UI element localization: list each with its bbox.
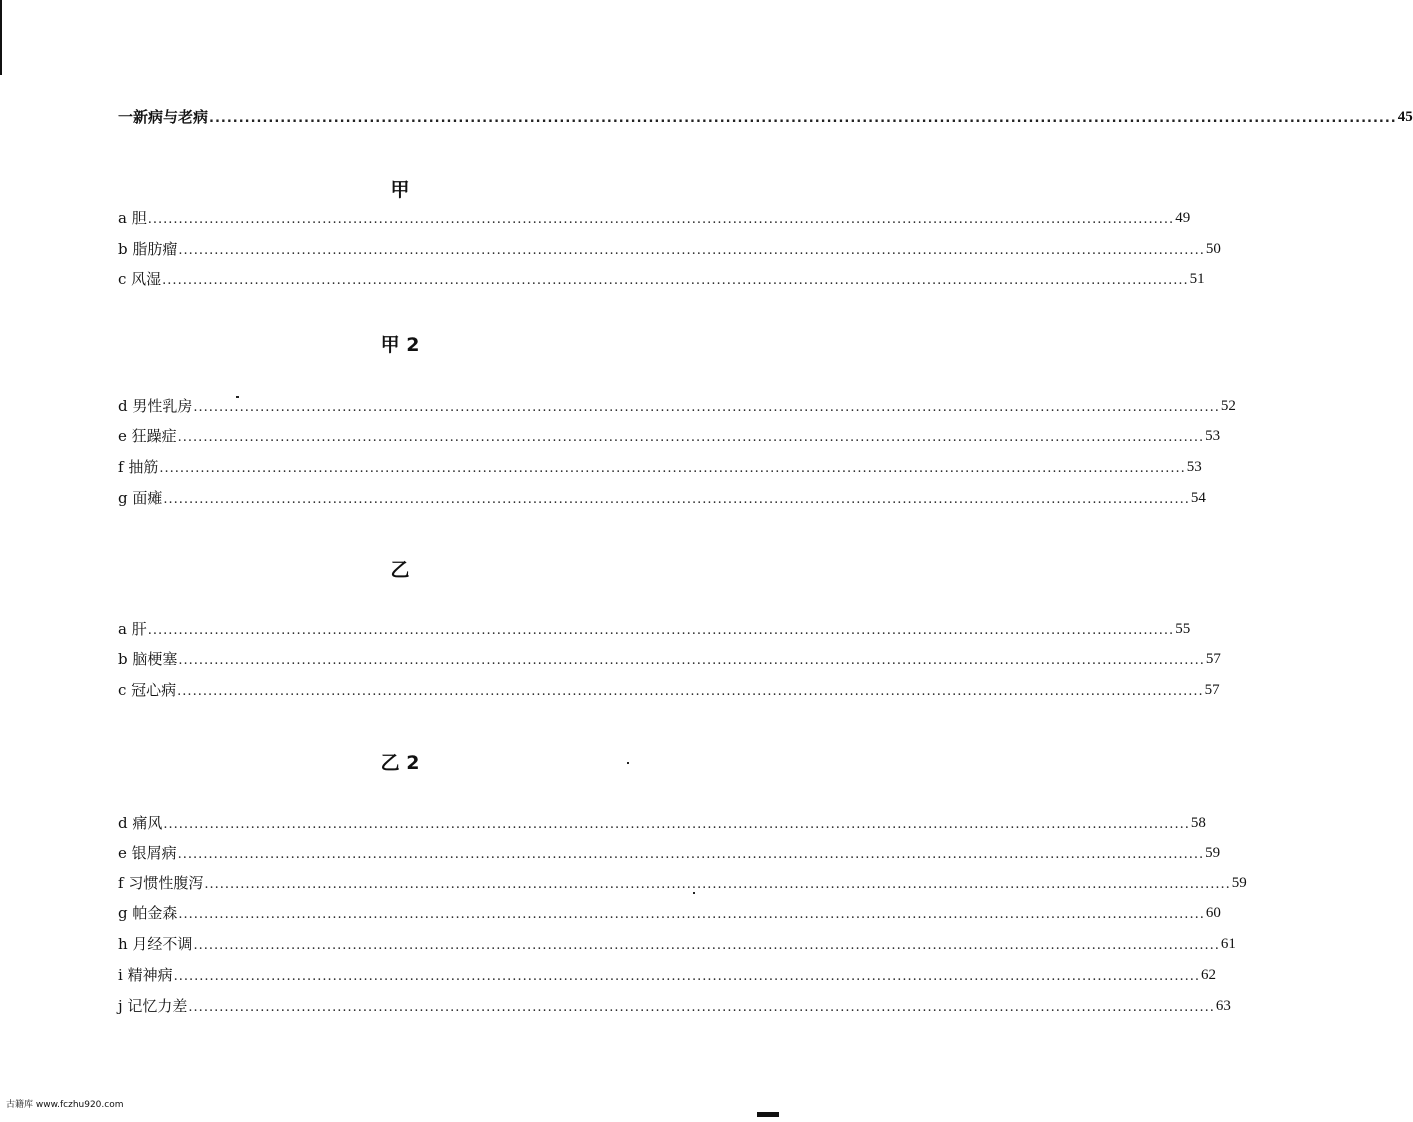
dot-leader: ........................................................................................................................................................................................................ bbox=[177, 430, 1205, 445]
scan-speck bbox=[693, 892, 695, 894]
toc-entry-page: 55 bbox=[1175, 621, 1191, 637]
dot-leader: ........................................................................................................................................................................................................ bbox=[193, 938, 1220, 953]
toc-entry-label: i 精神病 bbox=[118, 966, 173, 984]
scan-speck bbox=[627, 762, 629, 764]
dot-leader: ........................................................................................................................................................................................................ bbox=[177, 684, 1204, 699]
toc-entry[interactable] bbox=[118, 872, 1247, 894]
dot-leader: ........................................................................................................................................................................................................ bbox=[177, 847, 1205, 862]
toc-entry[interactable] bbox=[118, 268, 1205, 290]
toc-entry-page: 49 bbox=[1175, 210, 1191, 226]
toc-entry-page: 62 bbox=[1201, 967, 1217, 983]
toc-entry-label: b 脂肪瘤 bbox=[118, 240, 178, 258]
toc-entry[interactable] bbox=[118, 456, 1202, 478]
dot-leader: ........................................................................................................................................................................................................ bbox=[147, 212, 1175, 227]
dot-leader: ........................................................................................................................................................................................................ bbox=[147, 623, 1175, 638]
dot-leader: ........................................................................................................................................................................................................ bbox=[188, 1000, 1215, 1015]
scan-edge-mark bbox=[0, 0, 2, 75]
toc-entry-label: b 脑梗塞 bbox=[118, 650, 178, 668]
toc-entry-label: a 肝 bbox=[118, 620, 147, 638]
toc-entry[interactable] bbox=[118, 618, 1191, 640]
toc-entry-label: f 习惯性腹泻 bbox=[118, 874, 204, 892]
toc-entry[interactable] bbox=[118, 679, 1220, 701]
toc-entry[interactable] bbox=[118, 487, 1206, 509]
toc-entry[interactable] bbox=[118, 902, 1221, 924]
dot-leader: ........................................................................................................................................................................................................ bbox=[159, 461, 1186, 476]
toc-entry-label: j 记忆力差 bbox=[118, 997, 188, 1015]
toc-entry-page: 50 bbox=[1205, 241, 1221, 257]
dot-leader: ........................................................................................................................................................................................................ bbox=[178, 243, 1205, 258]
toc-entry[interactable] bbox=[118, 238, 1221, 260]
toc-entry-page: 59 bbox=[1205, 845, 1221, 861]
toc-entry-label: g 帕金森 bbox=[118, 904, 178, 922]
toc-entry[interactable] bbox=[118, 207, 1191, 229]
toc-entry-label: e 银屑病 bbox=[118, 844, 177, 862]
toc-entry[interactable] bbox=[118, 842, 1221, 864]
toc-entry[interactable] bbox=[118, 395, 1236, 417]
toc-entry[interactable] bbox=[118, 995, 1231, 1017]
scan-corner-mark bbox=[757, 1112, 779, 1117]
toc-entry[interactable] bbox=[118, 812, 1206, 834]
dot-leader: ........................................................................................................................................................................................................ bbox=[193, 400, 1220, 415]
toc-entry-page: 59 bbox=[1231, 875, 1247, 891]
toc-entry-label: a 胆 bbox=[118, 209, 147, 227]
toc-entry-label: d 男性乳房 bbox=[118, 397, 193, 415]
toc-entry[interactable] bbox=[118, 964, 1217, 986]
dot-leader: ........................................................................................................................................................................................................ bbox=[163, 492, 1190, 507]
dot-leader: ........................................................................................................................................................................................................ bbox=[163, 817, 1190, 832]
toc-entry-label: 一新病与老病 bbox=[118, 108, 209, 126]
toc-entry-page: 60 bbox=[1205, 905, 1221, 921]
toc-entry-label: c 冠心病 bbox=[118, 681, 177, 699]
toc-entry-page: 53 bbox=[1205, 428, 1221, 444]
toc-entry-label: d 痛风 bbox=[118, 814, 163, 832]
section-heading: 甲 bbox=[390, 179, 410, 201]
toc-entry-label: h 月经不调 bbox=[118, 935, 193, 953]
toc-entry-label: f 抽筋 bbox=[118, 458, 159, 476]
footer-watermark: 古籍库 www.fczhu920.com bbox=[6, 1100, 124, 1110]
toc-entry-label: c 风湿 bbox=[118, 270, 162, 288]
dot-leader: ........................................................................................................................................................................................................ bbox=[178, 653, 1205, 668]
dot-leader: ........................................................................................................................................................................................................ bbox=[173, 969, 1201, 984]
toc-entry[interactable] bbox=[118, 648, 1221, 670]
toc-entry-label: e 狂躁症 bbox=[118, 427, 177, 445]
toc-entry-label: g 面瘫 bbox=[118, 489, 163, 507]
toc-entry-page: 45 bbox=[1397, 109, 1413, 125]
toc-entry-page: 61 bbox=[1220, 936, 1236, 952]
toc-entry-page: 54 bbox=[1190, 490, 1206, 506]
section-heading: 乙 bbox=[390, 559, 410, 581]
dot-leader: ........................................................................................................................................................................................................ bbox=[204, 877, 1231, 892]
toc-entry[interactable] bbox=[118, 425, 1221, 447]
toc-entry-page: 57 bbox=[1205, 651, 1221, 667]
section-heading: 甲 2 bbox=[380, 334, 420, 356]
toc-entry-page: 63 bbox=[1215, 998, 1231, 1014]
dot-leader: ........................................................................................................................................................................................................ bbox=[178, 907, 1205, 922]
toc-entry-intro[interactable] bbox=[118, 106, 1413, 128]
toc-entry-page: 58 bbox=[1190, 815, 1206, 831]
toc-entry-page: 57 bbox=[1204, 682, 1220, 698]
toc-entry[interactable] bbox=[118, 933, 1236, 955]
toc-entry-page: 51 bbox=[1189, 271, 1205, 287]
dot-leader: ........................................................................................................................................................................................................ bbox=[209, 111, 1397, 126]
section-heading: 乙 2 bbox=[380, 752, 420, 774]
toc-entry-page: 53 bbox=[1186, 459, 1202, 475]
toc-entry-page: 52 bbox=[1220, 398, 1236, 414]
dot-leader: ........................................................................................................................................................................................................ bbox=[162, 273, 1189, 288]
